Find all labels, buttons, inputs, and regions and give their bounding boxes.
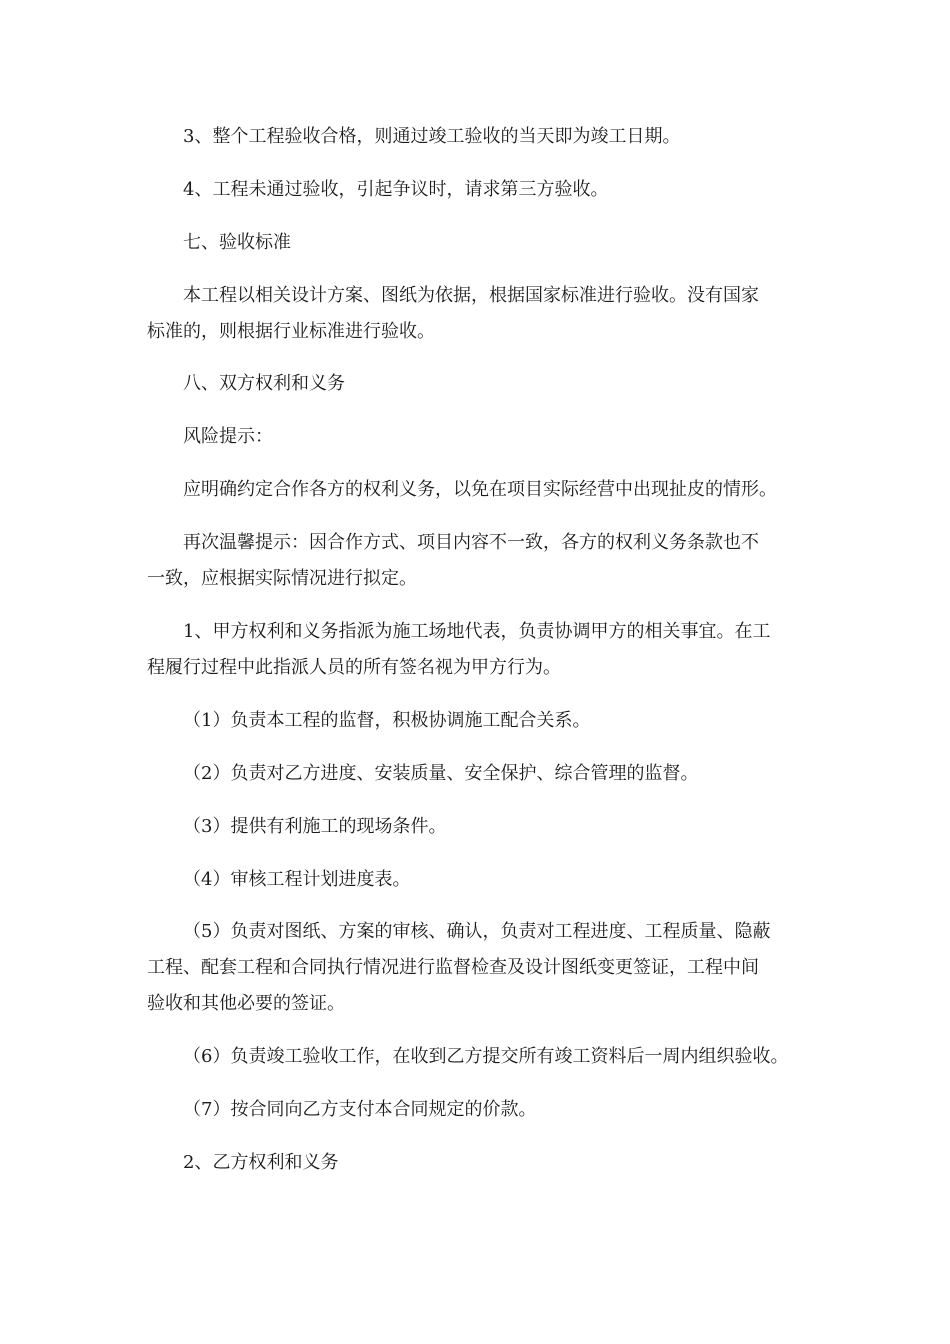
paragraph-line: 应明确约定合作各方的权利义务，以免在项目实际经营中出现扯皮的情形。 [183,479,777,500]
paragraph-line: 一致，应根据实际情况进行拟定。 [147,568,417,589]
paragraph-line: 验收和其他必要的签证。 [147,993,345,1014]
paragraph-risk-text [147,472,827,508]
list-item-5 [147,914,827,1022]
list-item-3 [147,809,827,845]
paragraph-line: 风险提示： [183,426,273,447]
paragraph-warm-reminder [147,525,827,597]
paragraph-line: 2、乙方权利和义务 [183,1152,339,1173]
paragraph-line: 工程、配套工程和合同执行情况进行监督检查及设计图纸变更签证，工程中间 [147,957,759,978]
list-item-6 [147,1039,827,1075]
paragraph-line: 八、双方权利和义务 [183,373,345,394]
paragraph-completion-date [147,119,827,155]
paragraph-acceptance-basis [147,278,827,350]
list-item-2 [147,756,827,792]
paragraph-line: 七、验收标准 [183,232,291,253]
paragraph-line: （2）负责对乙方进度、安装质量、安全保护、综合管理的监督。 [183,763,699,784]
paragraph-party-a-rights [147,614,827,686]
paragraph-line: （5）负责对图纸、方案的审核、确认，负责对工程进度、工程质量、隐蔽 [183,921,771,942]
paragraph-line: 3、整个工程验收合格，则通过竣工验收的当天即为竣工日期。 [183,126,681,147]
paragraph-line: 1、甲方权利和义务指派为施工场地代表，负责协调甲方的相关事宜。在工 [183,621,771,642]
paragraph-line: 再次温馨提示：因合作方式、项目内容不一致，各方的权利义务条款也不 [183,532,759,553]
list-item-7 [147,1092,827,1128]
paragraph-line: 本工程以相关设计方案、图纸为依据，根据国家标准进行验收。没有国家 [183,285,759,306]
section-heading-acceptance-standard [147,225,827,261]
paragraph-line: 程履行过程中此指派人员的所有签名视为甲方行为。 [147,657,561,678]
paragraph-line: （1）负责本工程的监督，积极协调施工配合关系。 [183,710,591,731]
section-heading-rights-obligations [147,366,827,402]
paragraph-line: 4、工程未通过验收，引起争议时，请求第三方验收。 [183,179,609,200]
paragraph-line: 标准的，则根据行业标准进行验收。 [147,321,435,342]
paragraph-line: （6）负责竣工验收工作，在收到乙方提交所有竣工资料后一周内组织验收。 [183,1046,789,1067]
list-item-4 [147,862,827,898]
paragraph-line: （4）审核工程计划进度表。 [183,869,411,890]
list-item-1 [147,703,827,739]
paragraph-third-party-acceptance [147,172,827,208]
paragraph-line: （3）提供有利施工的现场条件。 [183,816,447,837]
paragraph-line: （7）按合同向乙方支付本合同规定的价款。 [183,1099,537,1120]
paragraph-party-b-rights [147,1145,827,1181]
paragraph-risk-label [147,419,827,455]
